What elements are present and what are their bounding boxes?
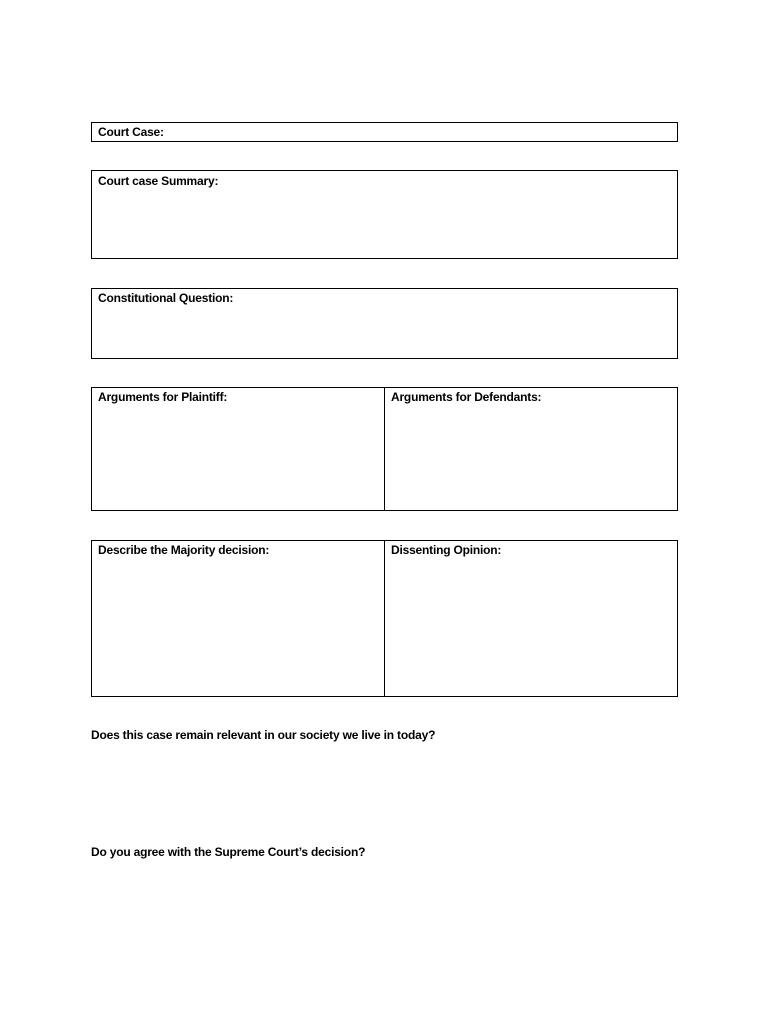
- decision-table: [91, 540, 678, 697]
- defendants-label: Arguments for Defendants:: [391, 390, 542, 404]
- defendants-cell[interactable]: [385, 388, 677, 510]
- summary-label: Court case Summary:: [98, 174, 219, 188]
- agreement-answer-area[interactable]: [91, 863, 678, 983]
- relevance-answer-area[interactable]: [91, 746, 678, 836]
- arguments-table: [91, 387, 678, 511]
- constitutional-question-box[interactable]: [91, 288, 678, 359]
- majority-label: Describe the Majority decision:: [98, 543, 270, 557]
- plaintiff-label: Arguments for Plaintiff:: [98, 390, 228, 404]
- court-case-box[interactable]: [91, 122, 678, 142]
- constitutional-question-label: Constitutional Question:: [98, 291, 234, 305]
- relevance-question: Does this case remain relevant in our society we live in today?: [91, 728, 436, 742]
- plaintiff-cell[interactable]: [92, 388, 384, 510]
- dissent-label: Dissenting Opinion:: [391, 543, 502, 557]
- court-case-label: Court Case:: [98, 125, 164, 139]
- majority-cell[interactable]: [92, 541, 384, 696]
- summary-box[interactable]: [91, 170, 678, 259]
- dissent-cell[interactable]: [385, 541, 677, 696]
- agreement-question: Do you agree with the Supreme Court’s decision?: [91, 845, 366, 859]
